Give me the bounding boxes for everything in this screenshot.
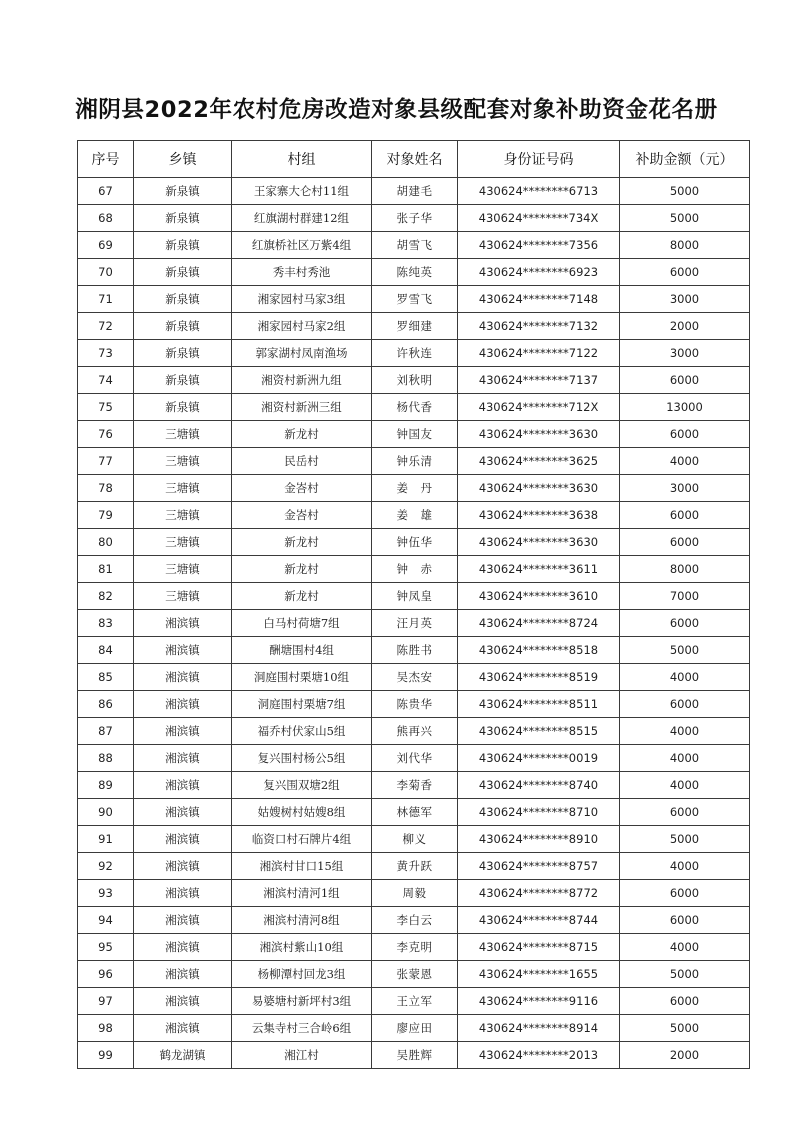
cell-amount: 3000: [620, 286, 750, 313]
cell-name: 胡雪飞: [372, 232, 458, 259]
cell-id-number: 430624********1655: [458, 961, 620, 988]
table-row: [78, 799, 750, 826]
cell-no: 99: [78, 1042, 134, 1069]
cell-town: 三塘镇: [134, 556, 232, 583]
cell-name: 周毅: [372, 880, 458, 907]
cell-name: 刘代华: [372, 745, 458, 772]
cell-village: 云集寺村三合岭6组: [232, 1015, 372, 1042]
cell-village: 新龙村: [232, 529, 372, 556]
cell-id-number: 430624********9116: [458, 988, 620, 1015]
cell-town: 湘滨镇: [134, 691, 232, 718]
cell-town: 湘滨镇: [134, 610, 232, 637]
cell-amount: 5000: [620, 826, 750, 853]
header-row: [78, 141, 750, 178]
cell-amount: 6000: [620, 502, 750, 529]
cell-name: 钟凤皇: [372, 583, 458, 610]
cell-name: 杨代香: [372, 394, 458, 421]
cell-no: 80: [78, 529, 134, 556]
cell-town: 新泉镇: [134, 340, 232, 367]
cell-amount: 4000: [620, 934, 750, 961]
cell-name: 陈胜书: [372, 637, 458, 664]
cell-village: 杨柳潭村回龙3组: [232, 961, 372, 988]
cell-no: 85: [78, 664, 134, 691]
cell-town: 湘滨镇: [134, 1015, 232, 1042]
table-row: [78, 907, 750, 934]
cell-amount: 6000: [620, 529, 750, 556]
cell-no: 97: [78, 988, 134, 1015]
cell-name: 林德军: [372, 799, 458, 826]
cell-village: 红旗桥社区万紫4组: [232, 232, 372, 259]
cell-no: 78: [78, 475, 134, 502]
cell-name: 刘秋明: [372, 367, 458, 394]
cell-village: 湘家园村马家3组: [232, 286, 372, 313]
cell-village: 王家寨大仑村11组: [232, 178, 372, 205]
cell-no: 74: [78, 367, 134, 394]
cell-no: 96: [78, 961, 134, 988]
cell-no: 82: [78, 583, 134, 610]
table-row: [78, 529, 750, 556]
cell-id-number: 430624********8724: [458, 610, 620, 637]
cell-town: 湘滨镇: [134, 637, 232, 664]
cell-id-number: 430624********3611: [458, 556, 620, 583]
cell-no: 79: [78, 502, 134, 529]
table-row: [78, 475, 750, 502]
cell-name: 罗细建: [372, 313, 458, 340]
cell-name: 胡建毛: [372, 178, 458, 205]
cell-town: 新泉镇: [134, 367, 232, 394]
cell-amount: 2000: [620, 313, 750, 340]
cell-town: 湘滨镇: [134, 907, 232, 934]
cell-name: 柳义: [372, 826, 458, 853]
cell-village: 福乔村伏家山5组: [232, 718, 372, 745]
cell-town: 三塘镇: [134, 448, 232, 475]
table-row: [78, 610, 750, 637]
cell-id-number: 430624********0019: [458, 745, 620, 772]
cell-amount: 6000: [620, 691, 750, 718]
cell-amount: 2000: [620, 1042, 750, 1069]
cell-amount: 5000: [620, 637, 750, 664]
cell-name: 钟 赤: [372, 556, 458, 583]
cell-no: 91: [78, 826, 134, 853]
cell-no: 88: [78, 745, 134, 772]
cell-village: 洞庭围村栗塘10组: [232, 664, 372, 691]
cell-town: 湘滨镇: [134, 745, 232, 772]
cell-town: 湘滨镇: [134, 826, 232, 853]
cell-village: 酬塘围村4组: [232, 637, 372, 664]
column-header-name: 对象姓名: [372, 141, 458, 178]
cell-no: 70: [78, 259, 134, 286]
cell-town: 湘滨镇: [134, 853, 232, 880]
cell-village: 湘资村新洲九组: [232, 367, 372, 394]
cell-id-number: 430624********6713: [458, 178, 620, 205]
cell-id-number: 430624********8715: [458, 934, 620, 961]
cell-no: 71: [78, 286, 134, 313]
cell-amount: 6000: [620, 880, 750, 907]
cell-town: 三塘镇: [134, 502, 232, 529]
cell-town: 新泉镇: [134, 259, 232, 286]
cell-village: 复兴围双塘2组: [232, 772, 372, 799]
cell-no: 89: [78, 772, 134, 799]
cell-village: 郭家湖村凤南渔场: [232, 340, 372, 367]
cell-name: 钟伍华: [372, 529, 458, 556]
table-row: [78, 745, 750, 772]
cell-town: 三塘镇: [134, 475, 232, 502]
cell-id-number: 430624********8511: [458, 691, 620, 718]
cell-village: 民岳村: [232, 448, 372, 475]
cell-village: 湘滨村清河1组: [232, 880, 372, 907]
table-row: [78, 718, 750, 745]
cell-no: 73: [78, 340, 134, 367]
cell-no: 90: [78, 799, 134, 826]
cell-id-number: 430624********8518: [458, 637, 620, 664]
cell-village: 白马村荷塘7组: [232, 610, 372, 637]
cell-id-number: 430624********2013: [458, 1042, 620, 1069]
cell-amount: 13000: [620, 394, 750, 421]
cell-village: 新龙村: [232, 583, 372, 610]
cell-no: 77: [78, 448, 134, 475]
cell-village: 秀丰村秀池: [232, 259, 372, 286]
cell-name: 张蒙恩: [372, 961, 458, 988]
cell-amount: 6000: [620, 610, 750, 637]
cell-amount: 6000: [620, 907, 750, 934]
cell-id-number: 430624********8515: [458, 718, 620, 745]
cell-name: 罗雪飞: [372, 286, 458, 313]
cell-village: 湘资村新洲三组: [232, 394, 372, 421]
cell-amount: 8000: [620, 232, 750, 259]
cell-name: 李白云: [372, 907, 458, 934]
cell-town: 鹤龙湖镇: [134, 1042, 232, 1069]
cell-id-number: 430624********7137: [458, 367, 620, 394]
cell-no: 67: [78, 178, 134, 205]
cell-town: 新泉镇: [134, 232, 232, 259]
cell-village: 湘滨村紫山10组: [232, 934, 372, 961]
cell-town: 湘滨镇: [134, 772, 232, 799]
cell-amount: 6000: [620, 799, 750, 826]
cell-town: 湘滨镇: [134, 961, 232, 988]
column-header-village: 村组: [232, 141, 372, 178]
cell-name: 黄升跃: [372, 853, 458, 880]
cell-amount: 4000: [620, 664, 750, 691]
cell-id-number: 430624********7148: [458, 286, 620, 313]
cell-amount: 8000: [620, 556, 750, 583]
cell-no: 86: [78, 691, 134, 718]
cell-id-number: 430624********3638: [458, 502, 620, 529]
cell-village: 红旗湖村群建12组: [232, 205, 372, 232]
table-row: [78, 556, 750, 583]
table-row: [78, 826, 750, 853]
cell-village: 姑嫂树村姑嫂8组: [232, 799, 372, 826]
cell-id-number: 430624********3630: [458, 475, 620, 502]
cell-town: 湘滨镇: [134, 799, 232, 826]
cell-id-number: 430624********8772: [458, 880, 620, 907]
cell-name: 姜 雄: [372, 502, 458, 529]
cell-id-number: 430624********8757: [458, 853, 620, 880]
cell-id-number: 430624********712X: [458, 394, 620, 421]
cell-id-number: 430624********734X: [458, 205, 620, 232]
cell-no: 98: [78, 1015, 134, 1042]
cell-village: 湘江村: [232, 1042, 372, 1069]
cell-no: 84: [78, 637, 134, 664]
cell-amount: 5000: [620, 1015, 750, 1042]
cell-id-number: 430624********7356: [458, 232, 620, 259]
cell-name: 张子华: [372, 205, 458, 232]
table-row: [78, 691, 750, 718]
cell-village: 金峇村: [232, 502, 372, 529]
cell-name: 汪月英: [372, 610, 458, 637]
cell-name: 王立军: [372, 988, 458, 1015]
cell-amount: 4000: [620, 448, 750, 475]
cell-town: 新泉镇: [134, 394, 232, 421]
cell-id-number: 430624********3625: [458, 448, 620, 475]
table-row: [78, 637, 750, 664]
cell-no: 81: [78, 556, 134, 583]
column-header-amount: 补助金额（元）: [620, 141, 750, 178]
cell-id-number: 430624********3630: [458, 529, 620, 556]
table-row: [78, 502, 750, 529]
table-row: [78, 772, 750, 799]
table-row: [78, 178, 750, 205]
cell-village: 湘家园村马家2组: [232, 313, 372, 340]
cell-name: 李菊香: [372, 772, 458, 799]
cell-amount: 6000: [620, 367, 750, 394]
cell-amount: 5000: [620, 178, 750, 205]
cell-id-number: 430624********6923: [458, 259, 620, 286]
cell-village: 洞庭围村栗塘7组: [232, 691, 372, 718]
cell-name: 廖应田: [372, 1015, 458, 1042]
cell-name: 吴胜辉: [372, 1042, 458, 1069]
cell-name: 李克明: [372, 934, 458, 961]
table-row: [78, 367, 750, 394]
cell-town: 三塘镇: [134, 583, 232, 610]
cell-name: 钟国友: [372, 421, 458, 448]
cell-amount: 5000: [620, 961, 750, 988]
cell-amount: 3000: [620, 475, 750, 502]
cell-village: 复兴围村杨公5组: [232, 745, 372, 772]
cell-name: 熊再兴: [372, 718, 458, 745]
cell-amount: 5000: [620, 205, 750, 232]
cell-id-number: 430624********8914: [458, 1015, 620, 1042]
cell-no: 75: [78, 394, 134, 421]
cell-town: 湘滨镇: [134, 988, 232, 1015]
cell-village: 易婆塘村新坪村3组: [232, 988, 372, 1015]
cell-no: 72: [78, 313, 134, 340]
cell-amount: 7000: [620, 583, 750, 610]
table-row: [78, 988, 750, 1015]
cell-town: 三塘镇: [134, 529, 232, 556]
table-row: [78, 934, 750, 961]
cell-name: 钟乐清: [372, 448, 458, 475]
cell-town: 湘滨镇: [134, 718, 232, 745]
cell-name: 吴杰安: [372, 664, 458, 691]
cell-village: 新龙村: [232, 556, 372, 583]
cell-id-number: 430624********8519: [458, 664, 620, 691]
column-header-no: 序号: [78, 141, 134, 178]
table-row: [78, 853, 750, 880]
cell-amount: 6000: [620, 421, 750, 448]
cell-town: 新泉镇: [134, 205, 232, 232]
cell-id-number: 430624********7132: [458, 313, 620, 340]
cell-name: 陈贵华: [372, 691, 458, 718]
cell-id-number: 430624********8744: [458, 907, 620, 934]
cell-amount: 4000: [620, 745, 750, 772]
table-row: [78, 1015, 750, 1042]
cell-id-number: 430624********7122: [458, 340, 620, 367]
table-row: [78, 232, 750, 259]
cell-amount: 3000: [620, 340, 750, 367]
table-row: [78, 259, 750, 286]
column-header-town: 乡镇: [134, 141, 232, 178]
cell-name: 陈纯英: [372, 259, 458, 286]
cell-id-number: 430624********3610: [458, 583, 620, 610]
column-header-id: 身份证号码: [458, 141, 620, 178]
table-row: [78, 313, 750, 340]
table-row: [78, 340, 750, 367]
cell-name: 许秋连: [372, 340, 458, 367]
cell-town: 湘滨镇: [134, 664, 232, 691]
cell-id-number: 430624********8710: [458, 799, 620, 826]
cell-town: 湘滨镇: [134, 934, 232, 961]
cell-name: 姜 丹: [372, 475, 458, 502]
cell-village: 湘滨村清河8组: [232, 907, 372, 934]
cell-id-number: 430624********3630: [458, 421, 620, 448]
cell-no: 95: [78, 934, 134, 961]
cell-no: 87: [78, 718, 134, 745]
cell-village: 新龙村: [232, 421, 372, 448]
table-row: [78, 664, 750, 691]
table-row: [78, 421, 750, 448]
cell-town: 湘滨镇: [134, 880, 232, 907]
table-row: [78, 880, 750, 907]
cell-no: 93: [78, 880, 134, 907]
cell-no: 68: [78, 205, 134, 232]
cell-amount: 4000: [620, 853, 750, 880]
table-row: [78, 205, 750, 232]
subsidy-roster-table: [77, 140, 750, 1069]
cell-id-number: 430624********8740: [458, 772, 620, 799]
cell-no: 69: [78, 232, 134, 259]
cell-amount: 4000: [620, 772, 750, 799]
cell-amount: 6000: [620, 988, 750, 1015]
cell-town: 新泉镇: [134, 178, 232, 205]
table-row: [78, 961, 750, 988]
table-row: [78, 583, 750, 610]
cell-village: 湘滨村甘口15组: [232, 853, 372, 880]
cell-id-number: 430624********8910: [458, 826, 620, 853]
cell-no: 76: [78, 421, 134, 448]
table-row: [78, 286, 750, 313]
cell-no: 83: [78, 610, 134, 637]
table-row: [78, 394, 750, 421]
cell-town: 新泉镇: [134, 313, 232, 340]
cell-village: 临资口村石牌片4组: [232, 826, 372, 853]
table-row: [78, 448, 750, 475]
cell-village: 金峇村: [232, 475, 372, 502]
cell-amount: 6000: [620, 259, 750, 286]
cell-no: 92: [78, 853, 134, 880]
cell-amount: 4000: [620, 718, 750, 745]
page-title: 湘阴县2022年农村危房改造对象县级配套对象补助资金花名册: [75, 97, 718, 123]
cell-town: 三塘镇: [134, 421, 232, 448]
cell-town: 新泉镇: [134, 286, 232, 313]
table-row: [78, 1042, 750, 1069]
cell-no: 94: [78, 907, 134, 934]
